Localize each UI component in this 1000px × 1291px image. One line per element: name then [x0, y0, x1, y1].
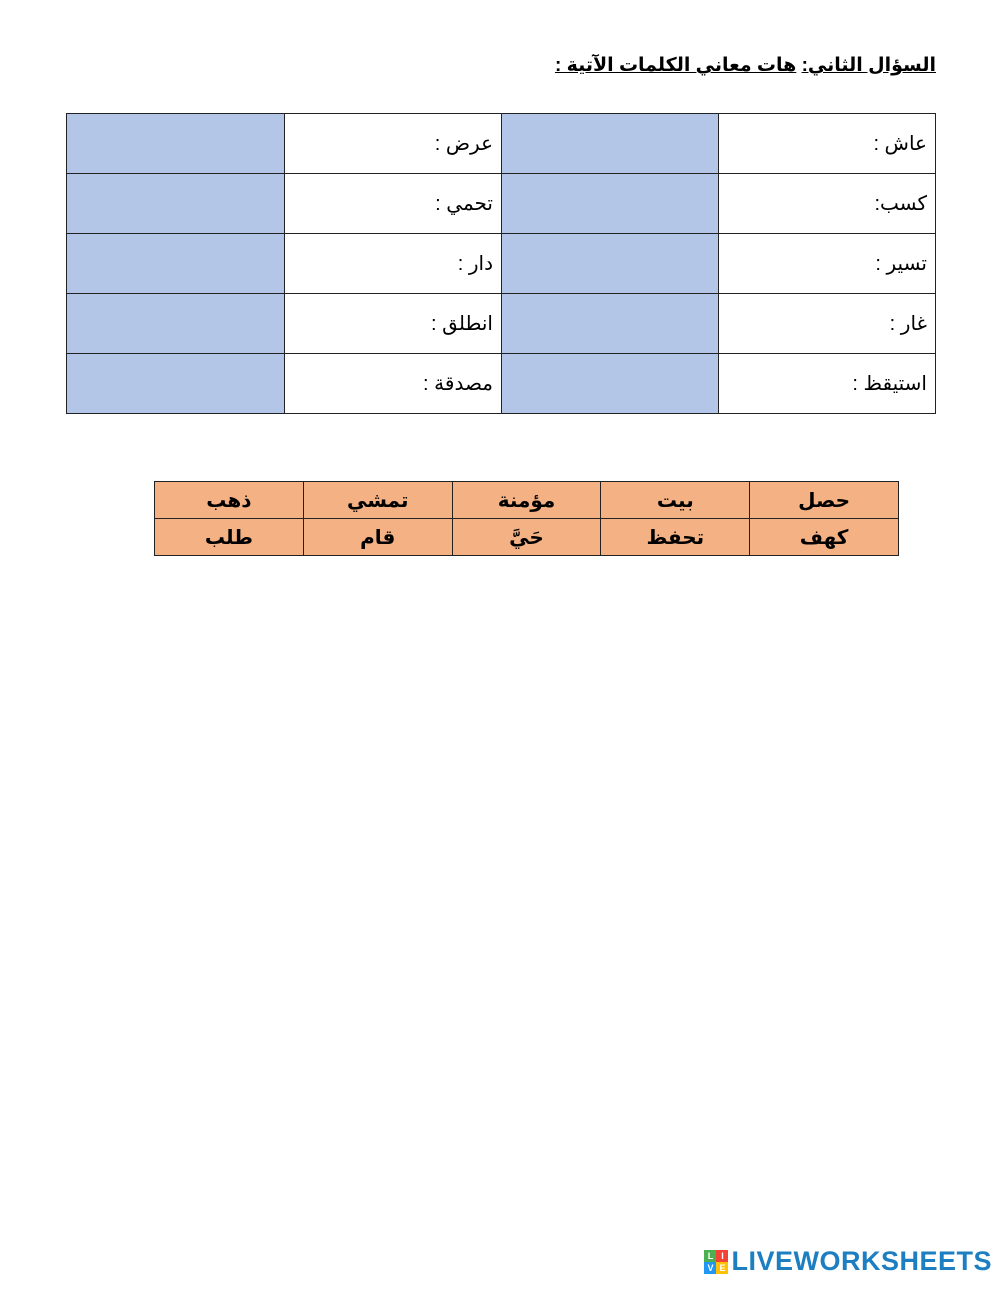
table-row: [67, 114, 936, 174]
word-cell: عاش :: [719, 114, 936, 174]
table-row: [67, 234, 936, 294]
word-cell: كسب:: [719, 174, 936, 234]
answer-input[interactable]: [502, 114, 718, 173]
answer-input[interactable]: [502, 234, 718, 293]
answer-cell[interactable]: [67, 234, 285, 294]
meanings-table: [66, 113, 936, 414]
word-bank-item: طلب: [155, 519, 304, 556]
word-cell: دار :: [285, 234, 502, 294]
table-row: [67, 174, 936, 234]
word-bank-item: بيت: [601, 482, 750, 519]
logo-text: LIVEWORKSHEETS: [731, 1246, 992, 1276]
word-bank-item: تحفظ: [601, 519, 750, 556]
answer-input[interactable]: [502, 294, 718, 353]
question-text: هات معاني الكلمات الآتية :: [554, 55, 797, 76]
answer-input[interactable]: [67, 294, 284, 353]
answer-input[interactable]: [502, 354, 718, 413]
word-cell: مصدقة :: [285, 354, 502, 414]
answer-cell[interactable]: [67, 354, 285, 414]
word-cell: غار :: [719, 294, 936, 354]
answer-cell[interactable]: [67, 174, 285, 234]
liveworksheets-logo-icon: L I V E: [704, 1250, 728, 1274]
word-bank-item: تمشي: [303, 482, 452, 519]
answer-cell[interactable]: [502, 234, 719, 294]
word-cell: تحمي :: [285, 174, 502, 234]
answer-cell[interactable]: [67, 114, 285, 174]
table-row: [67, 294, 936, 354]
word-bank-item: قام: [303, 519, 452, 556]
answer-cell[interactable]: [67, 294, 285, 354]
answer-cell[interactable]: [502, 174, 719, 234]
question-number-label: السؤال الثاني:: [801, 55, 936, 76]
word-cell: استيقظ :: [719, 354, 936, 414]
answer-cell[interactable]: [502, 354, 719, 414]
answer-input[interactable]: [502, 174, 718, 233]
word-bank-item: مؤمنة: [452, 482, 601, 519]
word-bank-item: حصل: [750, 482, 899, 519]
word-bank-item: ذهب: [155, 482, 304, 519]
word-bank-item: كهف: [750, 519, 899, 556]
word-bank-item: حَيَّ: [452, 519, 601, 556]
answer-input[interactable]: [67, 354, 284, 413]
answer-cell[interactable]: [502, 294, 719, 354]
table-row: [155, 482, 899, 519]
answer-input[interactable]: [67, 174, 284, 233]
answer-input[interactable]: [67, 234, 284, 293]
table-row: [67, 354, 936, 414]
word-cell: انطلق :: [285, 294, 502, 354]
liveworksheets-logo: [704, 1246, 992, 1277]
word-cell: عرض :: [285, 114, 502, 174]
word-bank-table: [154, 481, 899, 556]
question-heading: [555, 54, 936, 77]
answer-input[interactable]: [67, 114, 284, 173]
table-row: [155, 519, 899, 556]
word-cell: تسير :: [719, 234, 936, 294]
answer-cell[interactable]: [502, 114, 719, 174]
